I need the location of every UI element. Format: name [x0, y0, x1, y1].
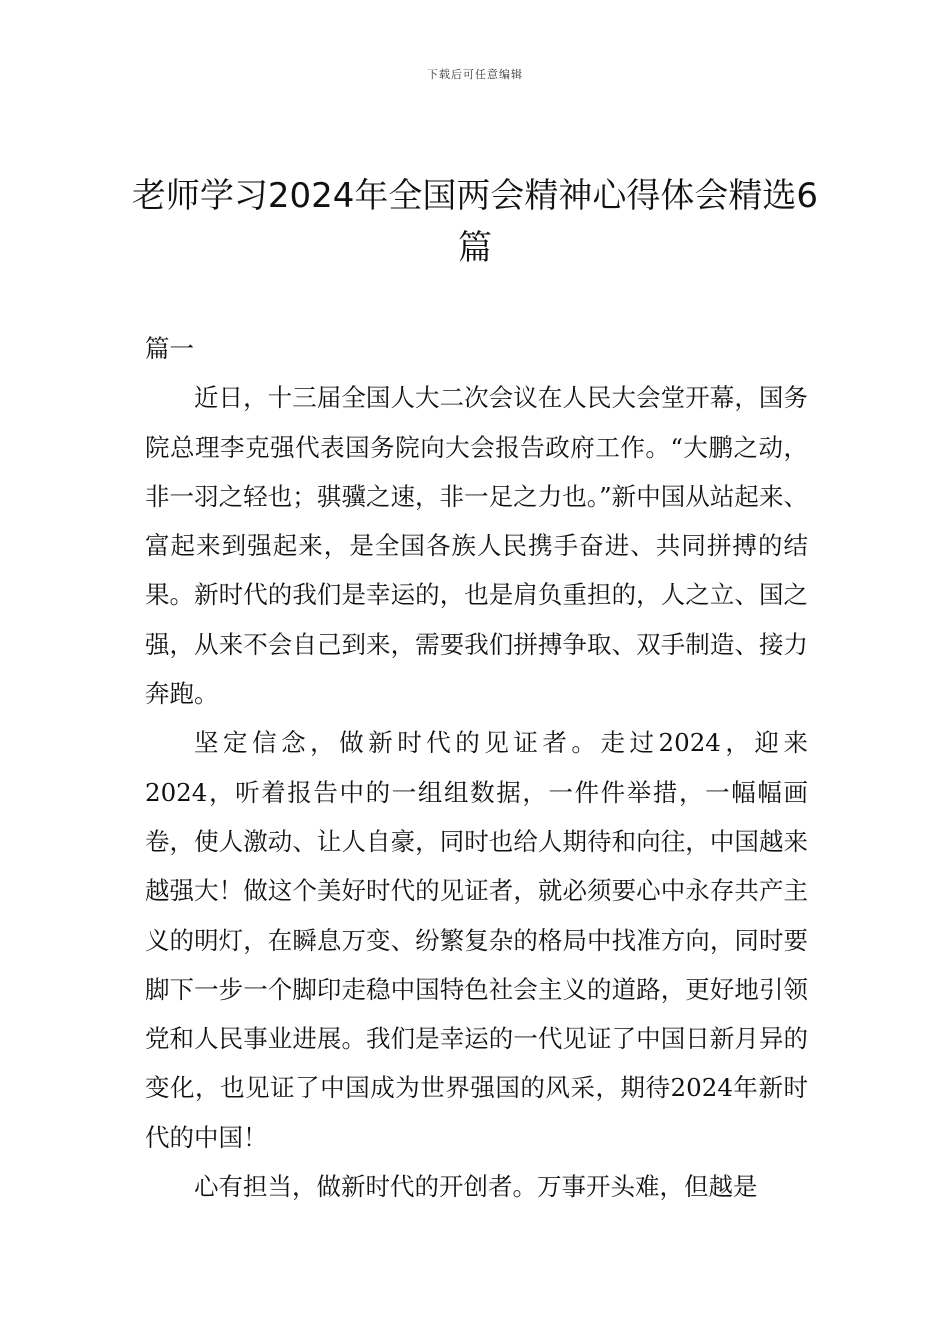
paragraph-1: 近日，十三届全国人大二次会议在人民大会堂开幕，国务院总理李克强代表国务院向大会报告政府工作。“大鹏之动，非一羽之轻也；骐骥之速，非一足之力也。”新中国从站起来、富起来到强起来，是全国各族人民携手奋进、共同拼搏的结果。新时代的我们是幸运的，也是肩负重担的，人之立、国之强，从来不会自己到来，需要我们拼搏争取、双手制造、接力奔跑。	[145, 383, 808, 709]
header-note: 下载后可任意编辑	[427, 68, 523, 81]
section-label: 篇一	[145, 334, 194, 363]
document-title: 老师学习2024年全国两会精神心得体会精选6篇	[131, 176, 819, 268]
paragraph-2: 坚定信念，做新时代的见证者。走过2024，迎来2024，听着报告中的一组组数据，一件件举措，一幅幅画卷，使人激动、让人自豪，同时也给人期待和向往，中国越来越强大！做这个美好时代的见证者，就必须要心中永存共产主义的明灯，在瞬息万变、纷繁复杂的格局中找准方向，同时要脚下一步一个脚印走稳中国特色社会主义的道路，更好地引领党和人民事业进展。我们是幸运的一代见证了中国日新月异的变化，也见证了中国成为世界强国的风采，期待2024年新时代的中国！	[145, 728, 808, 1152]
paragraph-3: 心有担当，做新时代的开创者。万事开头难，但越是	[194, 1172, 758, 1202]
document-body	[145, 324, 808, 1211]
